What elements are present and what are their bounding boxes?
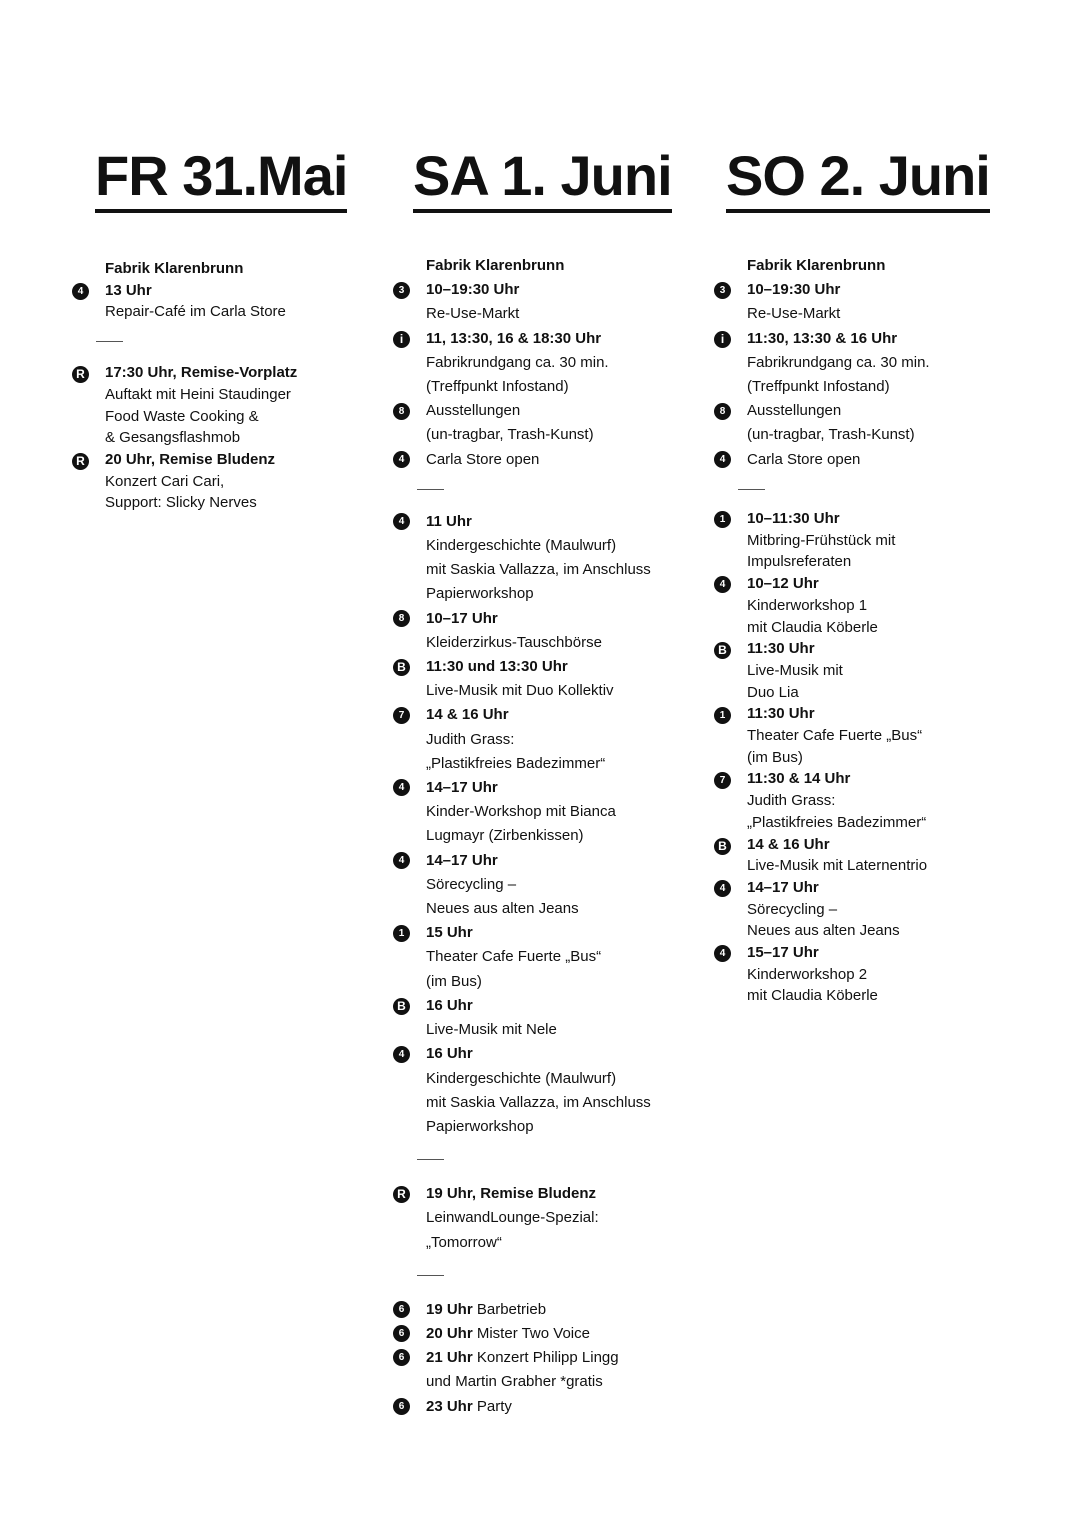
- event-entry: [393, 849, 651, 922]
- event-entry: [72, 362, 297, 449]
- separator: [417, 489, 444, 490]
- event-time: 14–17 Uhr: [426, 779, 498, 797]
- location-badge-icon: R: [72, 453, 89, 470]
- event-entry: [714, 508, 927, 573]
- event-time: 16 Uhr: [426, 1045, 473, 1063]
- separator: [417, 1275, 444, 1276]
- location-badge-icon: 3: [393, 282, 410, 299]
- event-text: Kleiderzirkus-Tauschbörse: [426, 633, 602, 651]
- event-text: „Plastikfreies Badezimmer“: [426, 754, 606, 772]
- location-badge-icon: B: [714, 642, 731, 659]
- event-entry: [714, 638, 927, 703]
- event-text: (un-tragbar, Trash-Kunst): [426, 426, 594, 444]
- event-entry: [393, 1322, 651, 1346]
- location-badge-icon: 4: [393, 513, 410, 530]
- location-badge-icon: B: [393, 998, 410, 1015]
- event-text: Support: Slicky Nerves: [105, 494, 257, 512]
- schedule-sunday: [714, 254, 930, 510]
- event-text: (im Bus): [426, 972, 482, 990]
- event-text: „Plastikfreies Badezimmer“: [747, 813, 927, 831]
- event-text: Ausstellungen: [426, 402, 521, 420]
- event-text: „Tomorrow“: [426, 1233, 502, 1251]
- location-badge-icon: 4: [72, 283, 89, 300]
- event-text: Live-Musik mit Nele: [426, 1021, 557, 1039]
- event-entry: [714, 877, 927, 942]
- event-text: Lugmayr (Zirbenkissen): [426, 827, 584, 845]
- event-entry: [393, 921, 651, 994]
- event-entry: [714, 254, 930, 278]
- event-entry: [393, 1182, 651, 1255]
- location-badge-icon: 1: [714, 511, 731, 528]
- event-time: 10–19:30 Uhr: [426, 281, 520, 299]
- event-time: 14 & 16 Uhr: [747, 835, 830, 853]
- event-entry: [714, 327, 930, 400]
- event-text: Live-Musik mit Duo Kollektiv: [426, 682, 614, 700]
- location-badge-icon: 6: [393, 1349, 410, 1366]
- event-entry: [72, 258, 297, 280]
- event-time: 20 Uhr, Remise Bludenz: [105, 450, 276, 468]
- location-badge-icon: 6: [393, 1325, 410, 1342]
- event-time: 23 Uhr: [426, 1397, 473, 1415]
- event-entry: [714, 278, 930, 326]
- location-badge-icon: B: [714, 838, 731, 855]
- event-entry: [393, 994, 651, 1042]
- event-text: & Gesangsflashmob: [105, 429, 241, 447]
- day-title-saturday: SA 1. Juni: [413, 143, 672, 213]
- location-badge-icon: R: [72, 366, 89, 383]
- location-badge-icon: 8: [714, 403, 731, 420]
- event-time: 11:30, 13:30 & 16 Uhr: [747, 329, 898, 347]
- schedule-sunday-program: [714, 508, 927, 1007]
- event-time: 11, 13:30, 16 & 18:30 Uhr: [426, 329, 602, 347]
- location-badge-icon: 7: [393, 707, 410, 724]
- day-title-friday: FR 31.Mai: [95, 143, 347, 213]
- event-time: 11:30 Uhr: [747, 705, 815, 723]
- location-badge-icon: R: [393, 1186, 410, 1203]
- event-time: 19 Uhr, Remise Bludenz: [426, 1185, 597, 1203]
- event-time: 20 Uhr: [426, 1324, 473, 1342]
- event-time: 15–17 Uhr: [747, 944, 819, 962]
- info-badge-icon: i: [714, 331, 731, 348]
- event-entry: [714, 942, 927, 1007]
- event-text: Fabrikrundgang ca. 30 min.: [747, 353, 930, 371]
- event-text: Food Waste Cooking &: [105, 407, 259, 425]
- event-time: 11:30 und 13:30 Uhr: [426, 658, 568, 676]
- separator: [417, 1159, 444, 1160]
- event-time: 14–17 Uhr: [747, 878, 819, 896]
- event-text: Theater Cafe Fuerte „Bus“: [426, 948, 602, 966]
- event-text: Barbetrieb: [472, 1300, 547, 1318]
- event-time: 14–17 Uhr: [426, 851, 498, 869]
- event-time: 13 Uhr: [105, 281, 152, 299]
- location-badge-icon: 4: [714, 945, 731, 962]
- event-text: Judith Grass:: [747, 792, 836, 810]
- event-entry: [714, 448, 930, 472]
- event-text: Sörecycling –: [426, 875, 517, 893]
- location-badge-icon: 4: [714, 880, 731, 897]
- event-entry: [714, 768, 927, 833]
- event-entry: [714, 399, 930, 447]
- event-entry: [393, 510, 651, 607]
- event-entry: [393, 607, 651, 655]
- event-text: Re-Use-Markt: [747, 305, 841, 323]
- event-text: Kinderworkshop 1: [747, 596, 868, 614]
- event-text: Konzert Cari Cari,: [105, 472, 225, 490]
- day-title-sunday: SO 2. Juni: [726, 143, 990, 213]
- event-time: 10–12 Uhr: [747, 575, 819, 593]
- event-text: Party: [472, 1397, 512, 1415]
- event-text: Theater Cafe Fuerte „Bus“: [747, 727, 923, 745]
- event-text: und Martin Grabher *gratis: [426, 1373, 603, 1391]
- event-time: 21 Uhr: [426, 1349, 473, 1367]
- event-text: Kindergeschichte (Maulwurf): [426, 537, 617, 555]
- event-entry: [393, 278, 651, 326]
- location-badge-icon: 4: [393, 852, 410, 869]
- location-badge-icon: B: [393, 659, 410, 676]
- event-text: Neues aus alten Jeans: [747, 922, 900, 940]
- event-entry: [72, 280, 297, 323]
- event-text: mit Saskia Vallazza, im Anschluss: [426, 1093, 651, 1111]
- location-badge-icon: 4: [714, 451, 731, 468]
- separator: [738, 489, 765, 490]
- event-entry: [393, 254, 651, 278]
- event-entry: [393, 399, 651, 447]
- event-text: Repair-Café im Carla Store: [105, 303, 286, 321]
- event-text: Fabrikrundgang ca. 30 min.: [426, 353, 609, 371]
- schedule-friday: [72, 258, 297, 514]
- event-time: 11:30 Uhr: [747, 640, 815, 658]
- event-entry: [393, 1042, 651, 1139]
- event-text: mit Saskia Vallazza, im Anschluss: [426, 561, 651, 579]
- event-text: Live-Musik mit Laternentrio: [747, 857, 928, 875]
- event-time: 10–19:30 Uhr: [747, 281, 841, 299]
- event-entry: [393, 655, 651, 703]
- location-badge-icon: 6: [393, 1301, 410, 1318]
- event-entry: [393, 448, 651, 472]
- location-badge-icon: 6: [393, 1398, 410, 1415]
- event-text: mit Claudia Köberle: [747, 987, 878, 1005]
- event-text: Kinder-Workshop mit Bianca: [426, 803, 616, 821]
- event-text: Judith Grass:: [426, 730, 515, 748]
- event-text: Papierworkshop: [426, 585, 534, 603]
- event-entry: [72, 449, 297, 514]
- event-text: Kindergeschichte (Maulwurf): [426, 1069, 617, 1087]
- location-badge-icon: 4: [393, 779, 410, 796]
- event-text: Mister Two Voice: [472, 1324, 590, 1342]
- event-entry: [714, 834, 927, 877]
- location-badge-icon: 8: [393, 403, 410, 420]
- location-badge-icon: 1: [714, 707, 731, 724]
- event-entry: [714, 573, 927, 638]
- event-entry: [393, 327, 651, 400]
- separator: [96, 341, 123, 342]
- event-text: Neues aus alten Jeans: [426, 900, 579, 918]
- location-badge-icon: 7: [714, 772, 731, 789]
- event-time: 17:30 Uhr, Remise-Vorplatz: [105, 364, 298, 382]
- event-text: Mitbring-Frühstück mit: [747, 531, 896, 549]
- event-text: (Treffpunkt Infostand): [426, 378, 569, 396]
- event-text: Duo Lia: [747, 683, 799, 701]
- event-time: 10–11:30 Uhr: [747, 510, 840, 527]
- event-entry: [393, 1395, 651, 1419]
- venue-heading: Fabrik Klarenbrunn: [747, 257, 886, 274]
- schedule-saturday: [393, 254, 651, 1419]
- event-text: (im Bus): [747, 748, 803, 766]
- location-badge-icon: 4: [714, 576, 731, 593]
- event-text: Carla Store open: [747, 450, 861, 468]
- event-time: 11:30 & 14 Uhr: [747, 770, 851, 788]
- event-text: Carla Store open: [426, 450, 540, 468]
- event-text: Re-Use-Markt: [426, 305, 520, 323]
- event-text: Sörecycling –: [747, 900, 838, 918]
- event-text: Kinderworkshop 2: [747, 965, 868, 983]
- event-text: Live-Musik mit: [747, 661, 843, 679]
- event-text: (Treffpunkt Infostand): [747, 378, 890, 396]
- event-text: mit Claudia Köberle: [747, 618, 878, 636]
- event-entry: [714, 703, 927, 768]
- event-text: Papierworkshop: [426, 1117, 534, 1135]
- venue-heading: Fabrik Klarenbrunn: [105, 260, 244, 277]
- event-entry: [393, 776, 651, 849]
- event-text: Ausstellungen: [747, 402, 842, 420]
- location-badge-icon: 3: [714, 282, 731, 299]
- venue-heading: Fabrik Klarenbrunn: [426, 257, 565, 274]
- location-badge-icon: 4: [393, 1046, 410, 1063]
- event-text: Impulsreferaten: [747, 553, 852, 571]
- event-entry: [393, 1346, 651, 1394]
- event-time: 11 Uhr: [426, 512, 472, 530]
- event-time: 10–17 Uhr: [426, 609, 498, 627]
- event-time: 14 & 16 Uhr: [426, 706, 509, 724]
- info-badge-icon: i: [393, 331, 410, 348]
- event-text: Auftakt mit Heini Staudinger: [105, 385, 291, 403]
- event-text: LeinwandLounge-Spezial:: [426, 1209, 599, 1227]
- event-time: 16 Uhr: [426, 996, 473, 1014]
- event-entry: [393, 703, 651, 776]
- event-time: 15 Uhr: [426, 924, 473, 942]
- event-time: 19 Uhr: [426, 1300, 473, 1318]
- location-badge-icon: 8: [393, 610, 410, 627]
- event-text: Konzert Philipp Lingg: [472, 1349, 619, 1367]
- location-badge-icon: 4: [393, 451, 410, 468]
- event-text: (un-tragbar, Trash-Kunst): [747, 426, 915, 444]
- event-entry: [393, 1298, 651, 1322]
- location-badge-icon: 1: [393, 925, 410, 942]
